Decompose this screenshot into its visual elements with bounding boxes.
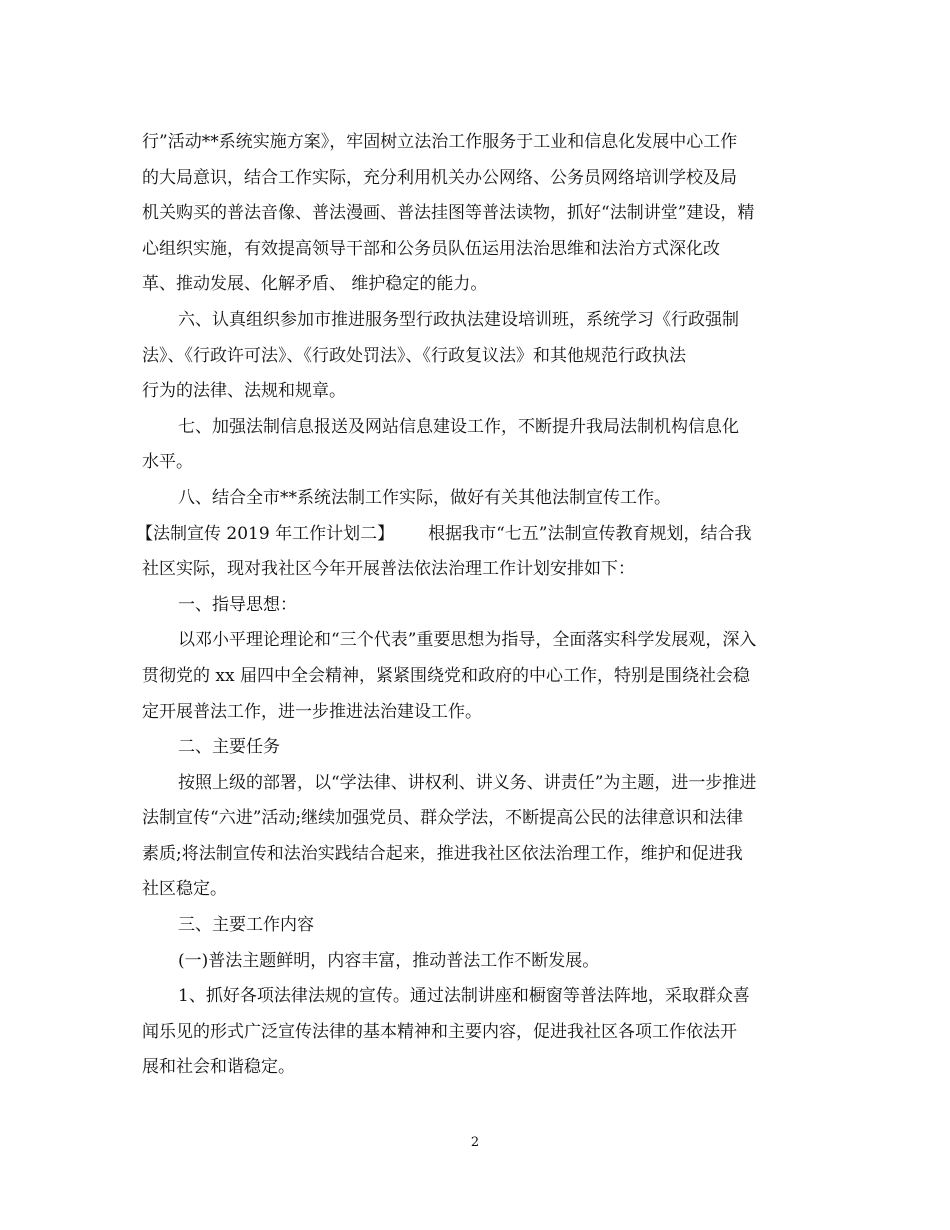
subsection-heading: (一)普法主题鲜明，内容丰富，推动普法工作不断发展。 bbox=[178, 950, 600, 971]
body-line: 闻乐见的形式广泛宣传法律的基本精神和主要内容，促进我社区各项工作依法开 bbox=[142, 1021, 737, 1042]
body-line: 的大局意识，结合工作实际，充分利用机关办公网络、公务员网络培训学校及局 bbox=[142, 167, 737, 188]
page-number: 2 bbox=[470, 1135, 480, 1150]
body-line: 行为的法律、法规和规章。 bbox=[142, 381, 346, 402]
body-line: 革、推动发展、化解矛盾、 维护稳定的能力。 bbox=[142, 274, 488, 295]
body-line: 按照上级的部署，以“学法律、讲权利、讲义务、讲责任”为主题，进一步推进 bbox=[178, 772, 757, 793]
body-line: 八、结合全市**系统法制工作实际，做好有关其他法制宣传工作。 bbox=[178, 487, 671, 508]
body-line: 七、加强法制信息报送及网站信息建设工作，不断提升我局法制机构信息化 bbox=[178, 416, 739, 437]
body-line: 社区实际，现对我社区今年开展普法依法治理工作计划安排如下： bbox=[142, 559, 635, 580]
section-heading: 三、主要工作内容 bbox=[178, 915, 314, 936]
section-heading: 二、主要任务 bbox=[178, 737, 280, 758]
body-line: 水平。 bbox=[142, 452, 193, 473]
body-line: 法》、《行政许可法》、《行政处罚法》、《行政复议法》和其他规范行政执法 bbox=[142, 345, 686, 366]
body-line: 机关购买的普法音像、普法漫画、普法挂图等普法读物，抓好“法制讲堂”建设，精 bbox=[142, 203, 755, 224]
section-header-line bbox=[136, 517, 812, 553]
body-line: 六、认真组织参加市推进服务型行政执法建设培训班，系统学习《行政强制 bbox=[178, 309, 739, 330]
body-line: 展和社会和谐稳定。 bbox=[142, 1057, 295, 1078]
body-text: 根据我市“七五”法制宣传教育规划，结合我 bbox=[428, 523, 752, 544]
body-line: 素质;将法制宣传和法治实践结合起来，推进我社区依法治理工作，维护和促进我 bbox=[142, 843, 743, 864]
body-line: 行”活动**系统实施方案》，牢固树立法治工作服务于工业和信息化发展中心工作 bbox=[142, 132, 738, 152]
body-line: 贯彻党的 xx 届四中全会精神，紧紧围绕党和政府的中心工作，特别是围绕社会稳 bbox=[142, 665, 750, 686]
section-heading: 一、指导思想： bbox=[178, 594, 297, 615]
body-line: 定开展普法工作，进一步推进法治建设工作。 bbox=[142, 701, 482, 722]
body-line: 以邓小平理论理论和“三个代表”重要思想为指导，全面落实科学发展观，深入 bbox=[178, 630, 757, 651]
body-line: 心组织实施，有效提高领导干部和公务员队伍运用法治思维和法治方式深化改 bbox=[142, 238, 720, 259]
body-line: 1、抓好各项法律法规的宣传。通过法制讲座和橱窗等普法阵地，采取群众喜 bbox=[178, 986, 750, 1007]
section-title: 【法制宣传 2019 年工作计划二】 bbox=[136, 523, 395, 544]
body-line: 法制宣传“六进”活动;继续加强党员、群众学法，不断提高公民的法律意识和法律 bbox=[142, 808, 744, 829]
body-line: 社区稳定。 bbox=[142, 879, 227, 900]
document-body bbox=[136, 125, 812, 1086]
